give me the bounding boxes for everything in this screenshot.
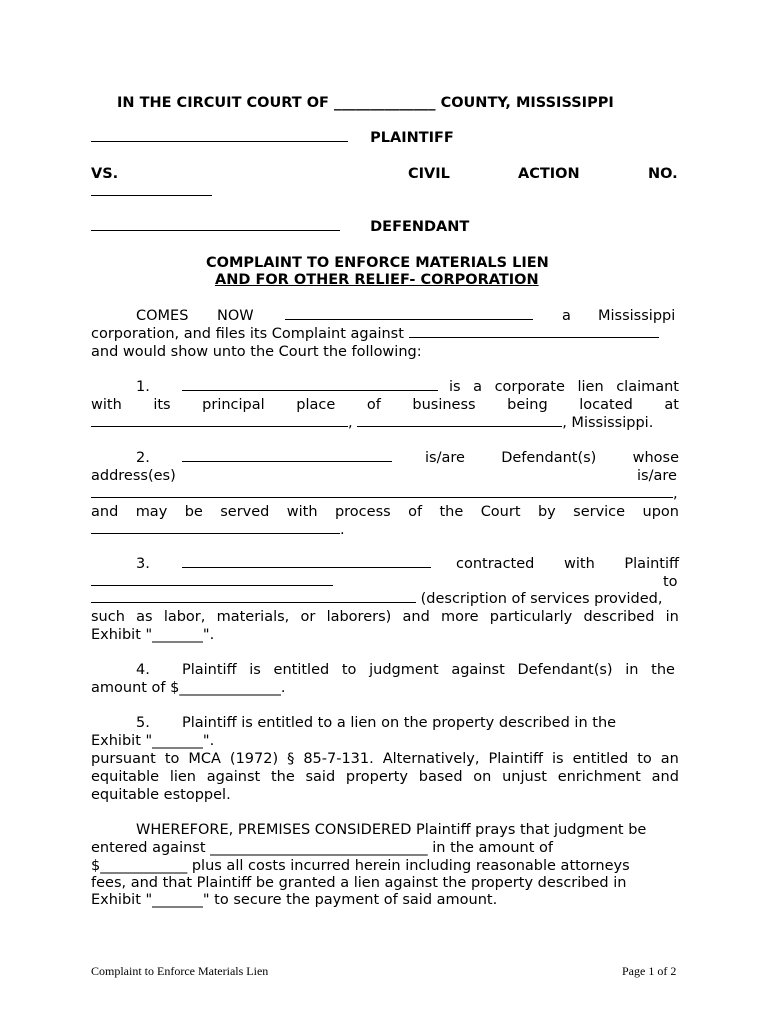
footer-title: Complaint to Enforce Materials Lien: [91, 964, 269, 978]
p2-period: .: [340, 522, 345, 538]
word: claimant: [616, 379, 679, 395]
wherefore-line2: [91, 839, 553, 857]
case-number-blank-line: [91, 183, 212, 201]
intro-line2: [91, 325, 659, 343]
word: Defendant(s): [501, 450, 597, 466]
p1-number: 1.: [136, 379, 150, 395]
word: principal: [202, 397, 265, 413]
p3-plaintiff-blank: [91, 573, 333, 586]
p3-line3: [91, 590, 662, 608]
defendant-label: DEFENDANT: [370, 219, 470, 235]
title-line2: AND FOR OTHER RELIEF- CORPORATION: [215, 272, 539, 288]
court-prefix: IN THE CIRCUIT COURT OF: [117, 95, 329, 111]
p1-line3: [91, 414, 653, 432]
word: business: [412, 397, 476, 413]
p3-line4: [91, 608, 679, 626]
p4-line2: [91, 679, 285, 697]
word: is: [552, 751, 564, 767]
court-heading: [117, 94, 614, 112]
p2-number: 2.: [136, 450, 150, 466]
p4-number: 4.: [136, 662, 150, 678]
p1-line1-words: [449, 378, 679, 396]
wherefore-line3-b: plus all costs incurred herein including reasonable attorneys: [191, 858, 630, 874]
plaintiff-name-blank: [285, 307, 533, 320]
word: lien: [169, 769, 196, 785]
word: 85-7-131.: [303, 751, 374, 767]
wherefore-amount-blank: ____________: [100, 858, 188, 874]
word: Plaintiff: [488, 751, 544, 767]
word: with: [564, 556, 595, 572]
p2-blank-wrap: [182, 449, 392, 467]
p2-line5: [91, 521, 345, 539]
word: in: [625, 662, 639, 678]
word: is: [449, 379, 461, 395]
word: contracted: [456, 556, 535, 572]
plaintiff-line: [91, 129, 454, 147]
p5-line1: Plaintiff is entitled to a lien on the property described in the: [182, 715, 617, 731]
p5-line3: [91, 750, 679, 768]
word: served: [220, 504, 270, 520]
p1-state: , Mississippi.: [562, 415, 654, 431]
word: upon: [642, 504, 679, 520]
intro-now: NOW: [217, 308, 254, 324]
word: process: [334, 504, 391, 520]
intro-mississippi: Mississippi: [598, 308, 676, 324]
p2-defendant-blank: [182, 449, 392, 462]
wherefore-defendant-blank: ______________________________: [210, 840, 428, 856]
word: judgment: [369, 662, 439, 678]
word: being: [507, 397, 548, 413]
word: against: [206, 769, 261, 785]
word: to: [637, 751, 652, 767]
word: is/are: [425, 450, 465, 466]
plaintiff-label: PLAINTIFF: [370, 130, 454, 146]
intro-comes: COMES: [136, 308, 189, 324]
p3-services-blank: [91, 590, 416, 603]
p4-period: .: [280, 680, 286, 696]
word: may: [135, 504, 168, 520]
word: of: [408, 504, 423, 520]
intro-blank-wrap: [285, 307, 533, 325]
word: and: [651, 769, 679, 785]
p3-line2-blank-wrap: [91, 573, 333, 591]
word: the: [651, 662, 675, 678]
p1-comma: ,: [348, 415, 353, 431]
p2-address-blank: [91, 485, 673, 498]
action-label: ACTION: [518, 166, 580, 182]
word: service: [573, 504, 626, 520]
p2-line4: [91, 503, 679, 521]
p4-line1-words: [182, 661, 675, 679]
word: by: [537, 504, 556, 520]
word: and: [402, 609, 430, 625]
word: laborers): [326, 609, 392, 625]
word: §: [287, 751, 295, 767]
intro-line2-text: corporation, and files its Complaint against: [91, 326, 404, 342]
word: on: [473, 769, 492, 785]
word: or: [300, 609, 316, 625]
word: to: [341, 662, 357, 678]
no-label: NO.: [648, 166, 678, 182]
word: Court: [480, 504, 521, 520]
p1-line2: [91, 396, 679, 414]
word: as: [136, 609, 153, 625]
wherefore-line2-a: entered against: [91, 840, 206, 856]
wherefore-line4: fees, and that Plaintiff be granted a lien against the property described in: [91, 875, 627, 891]
p2-comma: ,: [673, 486, 678, 502]
word: a: [473, 379, 483, 395]
word: entitled: [273, 662, 330, 678]
p5-line4: [91, 768, 679, 786]
word: with: [91, 397, 122, 413]
wherefore-line5: Exhibit "_______" to secure the payment of said amount.: [91, 892, 498, 908]
wherefore-line1: WHEREFORE, PREMISES CONSIDERED Plaintiff prays that judgment be: [136, 822, 647, 838]
word: its: [153, 397, 171, 413]
wherefore-dollar: $: [91, 858, 101, 874]
word: Plaintiff: [182, 662, 237, 678]
word: unjust: [502, 769, 547, 785]
word: Plaintiff: [624, 556, 679, 572]
word: particularly: [489, 609, 573, 625]
case-number-blank: [91, 183, 212, 196]
p3-contractor-blank: [182, 555, 431, 568]
word: materials,: [216, 609, 290, 625]
word: in: [665, 609, 679, 625]
defendant-blank: [91, 218, 340, 231]
word: equitable: [91, 769, 160, 785]
p3-number: 3.: [136, 556, 150, 572]
p3-line1-words: [456, 555, 679, 573]
word: said: [305, 769, 336, 785]
p4-amount-blank: ______________: [179, 680, 281, 696]
p5-line2: Exhibit "_______".: [91, 733, 215, 749]
word: whose: [632, 450, 679, 466]
word: MCA: [188, 751, 221, 767]
word: entitled: [572, 751, 629, 767]
p5-number: 5.: [136, 715, 150, 731]
word: enrichment: [557, 769, 641, 785]
word: property: [345, 769, 408, 785]
word: of: [366, 397, 381, 413]
word: such: [91, 609, 125, 625]
word: lien: [577, 379, 604, 395]
word: (1972): [229, 751, 279, 767]
p5-line5: equitable estoppel.: [91, 787, 231, 803]
word: pursuant: [91, 751, 156, 767]
word: and: [91, 504, 119, 520]
p1-city-blank: [357, 414, 562, 427]
p2-isare: is/are: [637, 468, 677, 484]
word: at: [664, 397, 679, 413]
word: Alternatively,: [382, 751, 480, 767]
word: place: [296, 397, 336, 413]
p3-to: to: [663, 574, 678, 590]
word: described: [583, 609, 655, 625]
p3-line3-text: (description of services provided,: [420, 591, 663, 607]
court-suffix: COUNTY, MISSISSIPPI: [440, 95, 614, 111]
word: Defendant(s): [517, 662, 613, 678]
p3-line5: Exhibit "_______".: [91, 627, 215, 643]
word: be: [184, 504, 203, 520]
word: corporate: [494, 379, 565, 395]
intro-a: a: [562, 308, 571, 324]
wherefore-line3: [91, 857, 630, 875]
p1-address-blank: [91, 414, 348, 427]
p1-claimant-blank: [182, 378, 438, 391]
plaintiff-blank: [91, 129, 348, 142]
vs-label: VS.: [91, 166, 119, 182]
word: with: [286, 504, 318, 520]
p1-blank-wrap: [182, 378, 438, 396]
word: the: [439, 504, 464, 520]
intro-line3: and would show unto the Court the following:: [91, 344, 422, 360]
word: labor,: [163, 609, 206, 625]
p2-line3: [91, 485, 678, 503]
defendant-line: [91, 218, 469, 236]
word: based: [418, 769, 463, 785]
county-blank: ______________: [334, 95, 436, 111]
title-line1: COMPLAINT TO ENFORCE MATERIALS LIEN: [206, 255, 549, 271]
word: the: [270, 769, 295, 785]
word: against: [451, 662, 505, 678]
footer-page-number: Page 1 of 2: [622, 964, 677, 978]
word: more: [441, 609, 479, 625]
p4-amount-label: amount of $: [91, 680, 180, 696]
p3-blank-wrap: [182, 555, 431, 573]
word: to: [164, 751, 180, 767]
wherefore-line2-b: in the amount of: [432, 840, 554, 856]
p2-line1-words: [425, 449, 679, 467]
civil-label: CIVIL: [408, 166, 450, 182]
defendant-name-blank: [409, 325, 659, 338]
word: an: [660, 751, 679, 767]
p2-agent-blank: [91, 521, 340, 534]
p2-address-label: address(es): [91, 468, 176, 484]
word: located: [579, 397, 633, 413]
word: is: [249, 662, 261, 678]
